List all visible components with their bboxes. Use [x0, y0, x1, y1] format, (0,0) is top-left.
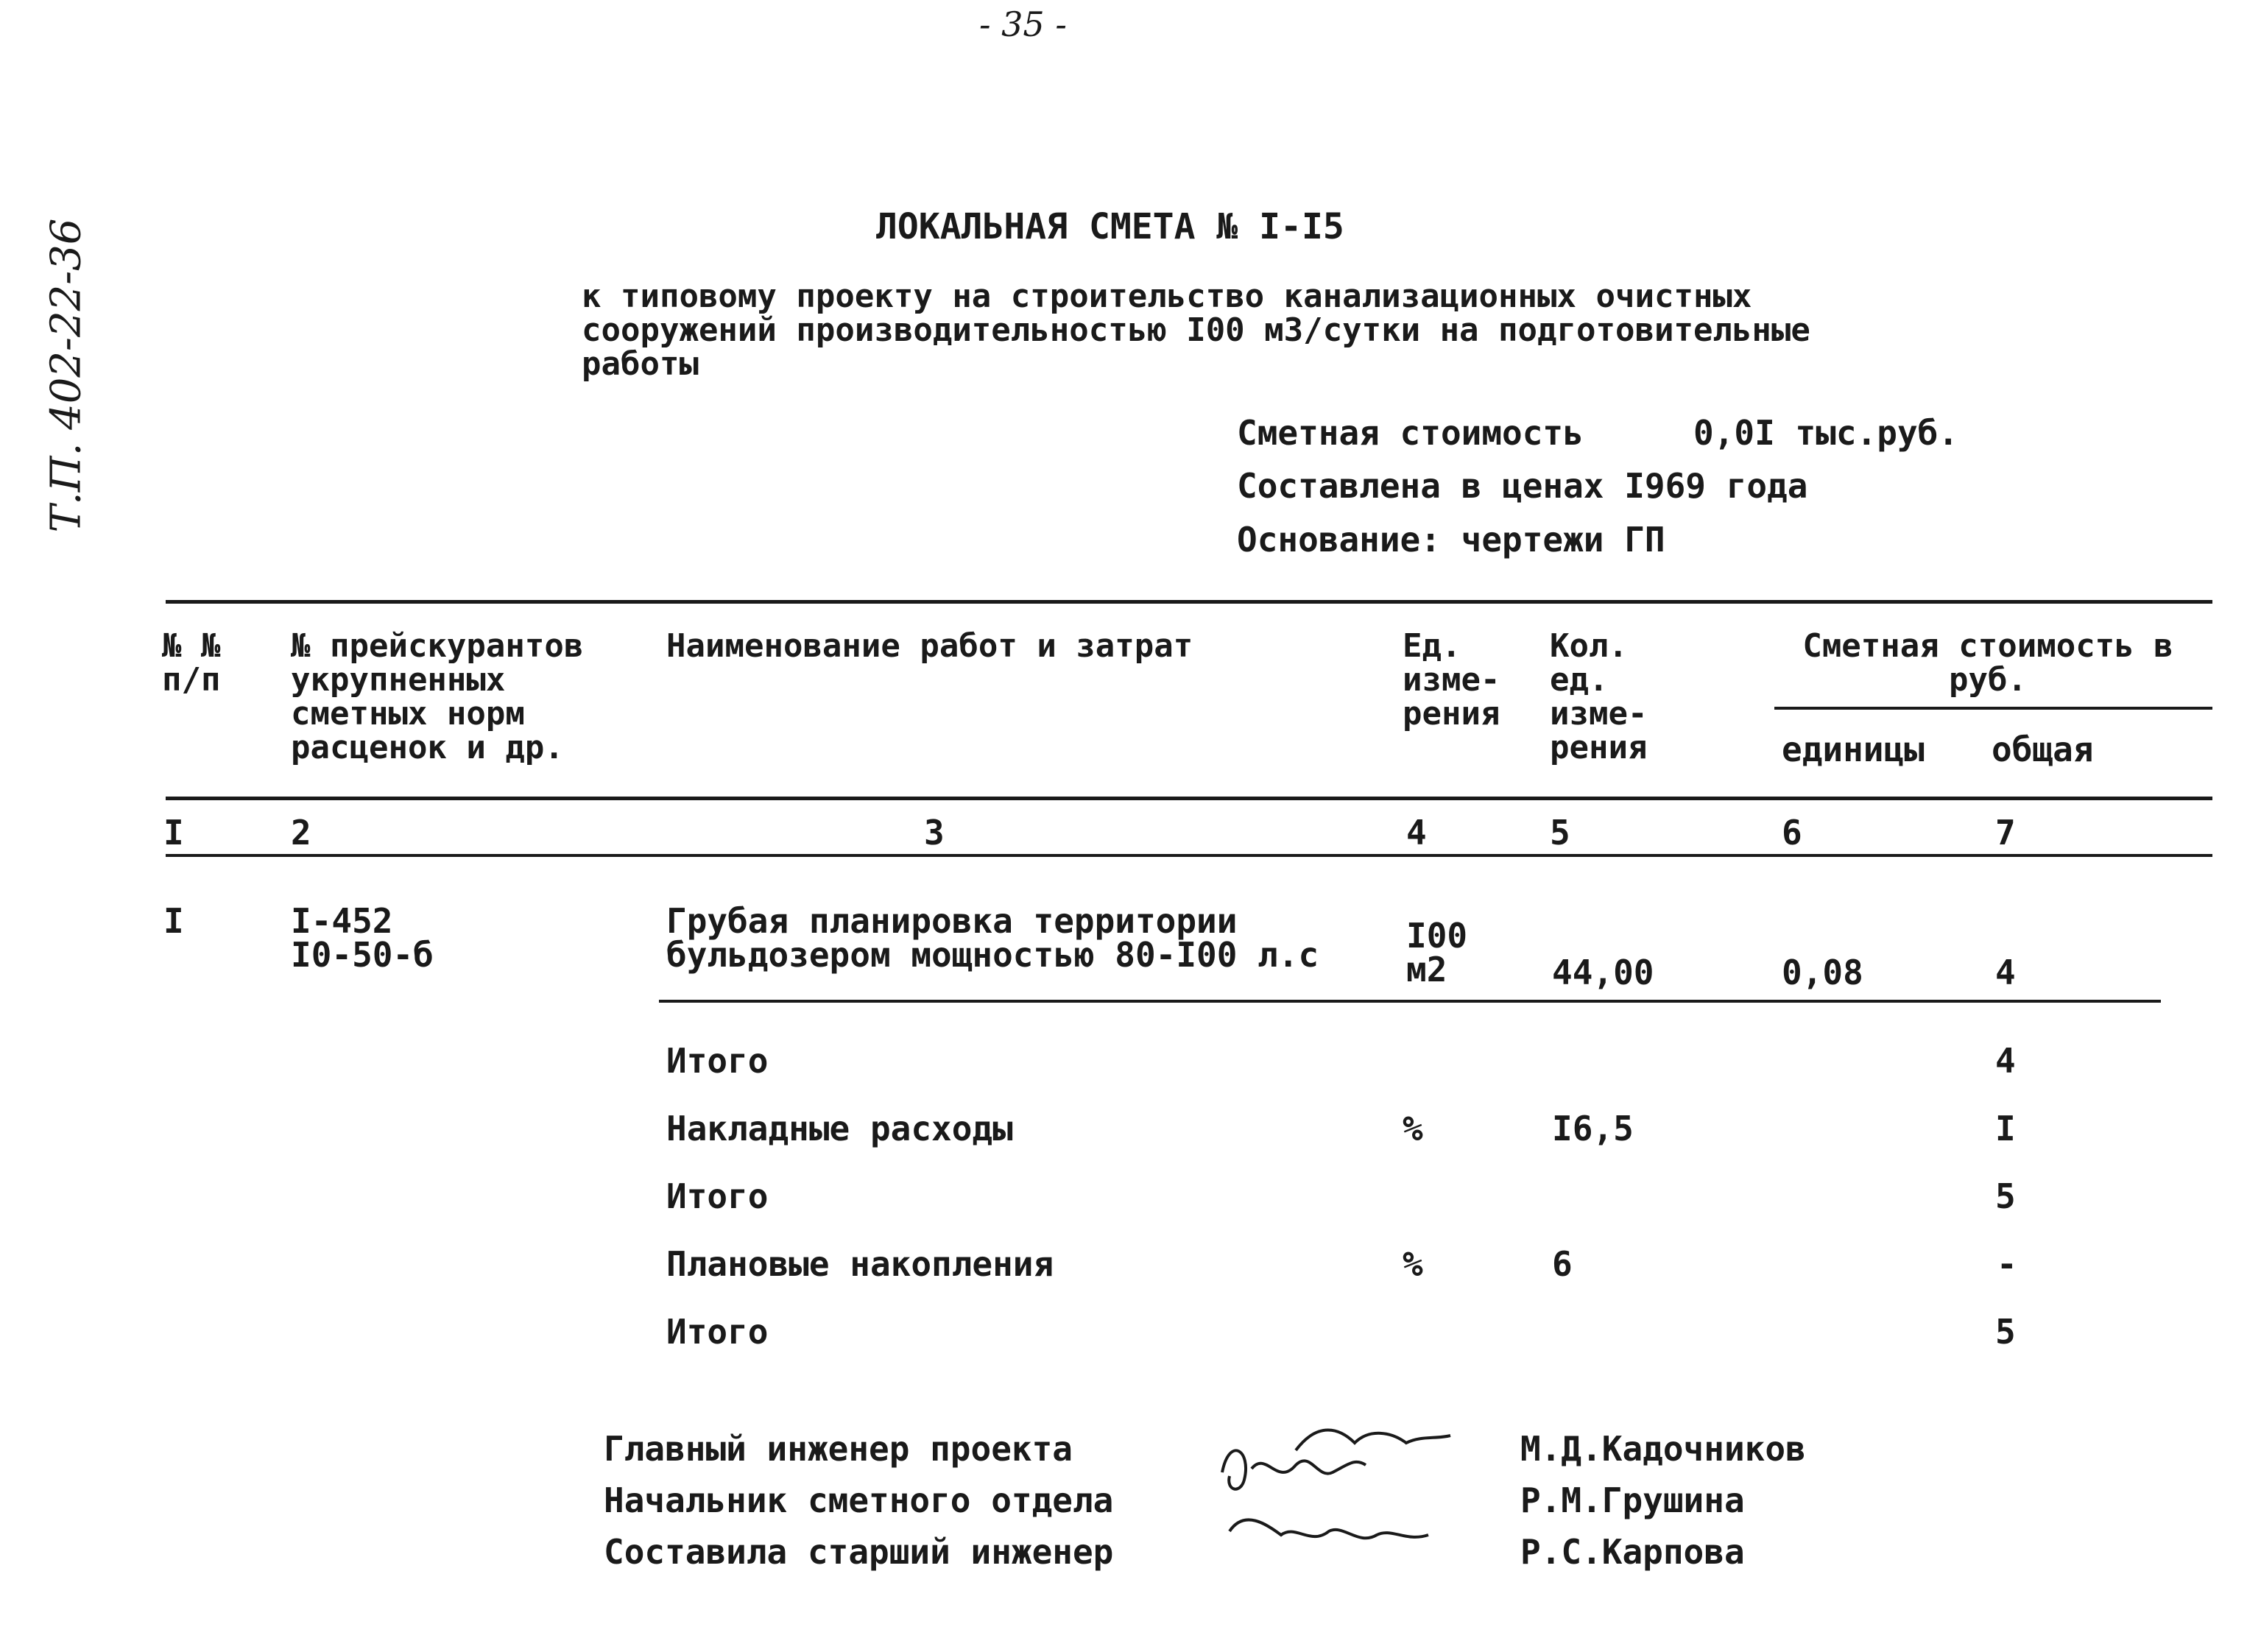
column-number-1: I: [163, 813, 184, 853]
row-work-name-2: бульдозером мощностью 80-I00 л.с: [666, 935, 1319, 975]
header-col-unit: Ед. изме- рения: [1403, 627, 1500, 733]
summary-row-total: 4: [1995, 1041, 2016, 1081]
column-number-6: 6: [1782, 813, 1802, 853]
row-quantity: 44,00: [1552, 953, 1654, 992]
summary-row-name: Итого: [666, 1312, 769, 1352]
page-number: - 35 -: [979, 4, 1067, 44]
estimate-basis: Основание: чертежи ГП: [1237, 520, 1665, 560]
column-numbers-rule: [166, 854, 2212, 857]
price-basis-year: Составлена в ценах I969 года: [1237, 466, 1808, 506]
column-number-7: 7: [1995, 813, 2016, 853]
row-work-name-1: Грубая планировка территории: [666, 901, 1238, 941]
signature-name-2: Р.М.Грушина: [1520, 1480, 1745, 1520]
summary-row-total: 5: [1995, 1176, 2016, 1216]
summary-row-name: Накладные расходы: [666, 1109, 1013, 1148]
row-code-2: I0-50-б: [291, 935, 434, 975]
summary-row-name: Плановые накопления: [666, 1244, 1054, 1284]
estimated-cost-value: 0,0I тыс.руб.: [1693, 413, 1959, 453]
summary-row-total: I: [1995, 1109, 2016, 1148]
column-number-2: 2: [291, 813, 311, 853]
summary-row-name: Итого: [666, 1176, 769, 1216]
document-subtitle: к типовому проекту на строительство канализационных очистных сооружений производительностью I00 м3/сутки на подготовительные работы: [582, 278, 1810, 383]
header-col-work-name: Наименование работ и затрат: [666, 627, 1193, 665]
header-bottom-rule: [166, 797, 2212, 800]
header-col-number: № № п/п: [162, 627, 221, 699]
signature-role-3: Составила старший инженер: [604, 1532, 1114, 1572]
row-number: I: [163, 901, 184, 941]
header-col-total-cost: общая: [1992, 730, 2094, 769]
row-unit-2: м2: [1406, 950, 1447, 989]
summary-row-quantity: I6,5: [1552, 1109, 1634, 1148]
cost-group-rule: [1774, 707, 2212, 710]
summary-row-unit: %: [1403, 1244, 1423, 1284]
summary-row-total: 5: [1995, 1312, 2016, 1352]
summary-row-total: -: [1997, 1244, 2017, 1284]
header-col-quantity: Кол. ед. изме- рения: [1550, 627, 1648, 766]
header-col-price-list: № прейскурантов укрупненных сметных норм расценок и др.: [291, 627, 584, 766]
summary-row-unit: %: [1403, 1109, 1423, 1148]
table-top-rule: [166, 600, 2212, 604]
header-cost-group: Сметная стоимость в руб.: [1802, 627, 2173, 699]
side-document-code: [29, 162, 103, 589]
estimated-cost-label: Сметная стоимость: [1237, 413, 1584, 453]
signature-name-1: М.Д.Кадочников: [1520, 1429, 1806, 1469]
signature-name-3: Р.С.Карпова: [1520, 1532, 1745, 1572]
row-total-cost: 4: [1995, 953, 2016, 992]
header-col-unit-cost: единицы: [1782, 730, 1925, 769]
row-unit-1: I00: [1406, 916, 1468, 956]
side-code-text: Т.П. 402-22-36: [42, 218, 91, 533]
signature-role-1: Главный инженер проекта: [604, 1429, 1073, 1469]
column-number-5: 5: [1550, 813, 1570, 853]
row-underline: [659, 1000, 2161, 1003]
row-unit-cost: 0,08: [1782, 953, 1863, 992]
document-title: ЛОКАЛЬНАЯ СМЕТА № I-I5: [876, 206, 1344, 247]
handwritten-signatures: [1207, 1406, 1487, 1575]
summary-row-quantity: 6: [1552, 1244, 1573, 1284]
row-code-1: I-452: [291, 901, 393, 941]
summary-row-name: Итого: [666, 1041, 769, 1081]
column-number-4: 4: [1406, 813, 1427, 853]
column-number-3: 3: [924, 813, 945, 853]
signature-role-2: Начальник сметного отдела: [604, 1480, 1114, 1520]
